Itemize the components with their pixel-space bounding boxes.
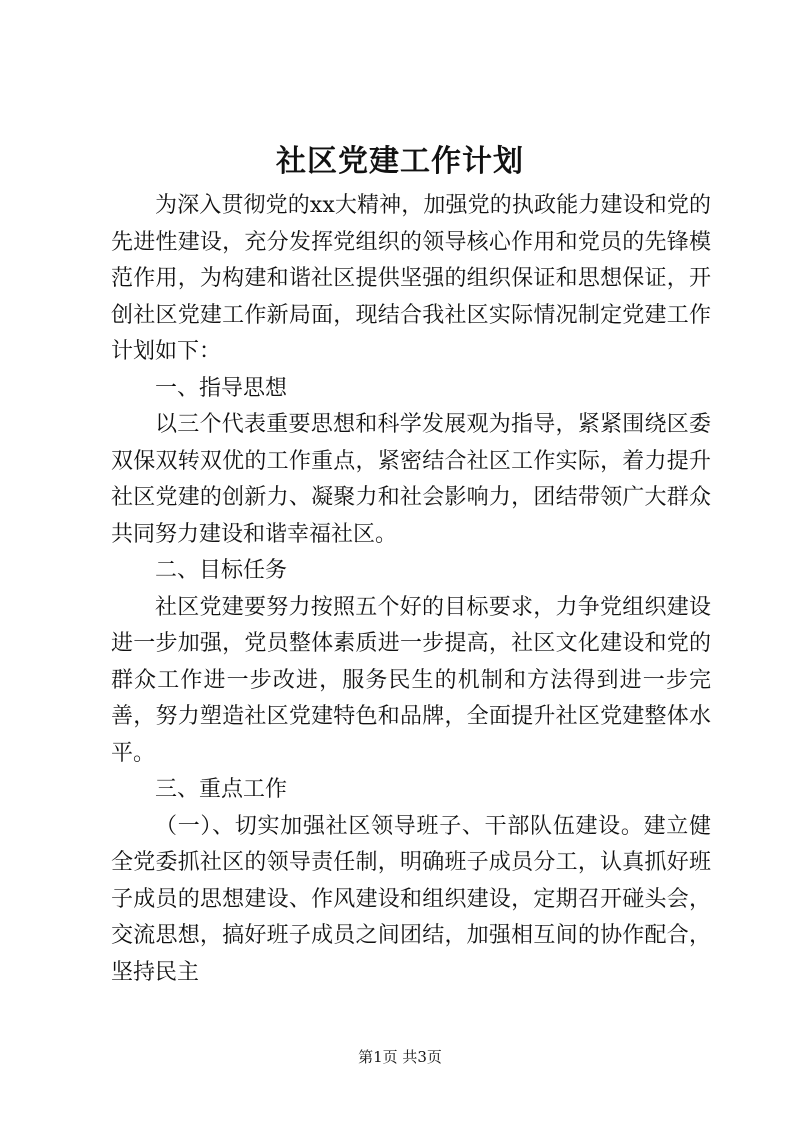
paragraph-goals: 社区党建要努力按照五个好的目标要求，力争党组织建设进一步加强，党员整体素质进一步提高，社区文化建设和党的群众工作进一步改进，服务民生的机制和方法得到进一步完善，努力塑造社区党建特色和品牌，全面提升社区党建整体水平。: [111, 594, 711, 766]
paragraph-intro: 为深入贯彻党的xx大精神，加强党的执政能力建设和党的先进性建设，充分发挥党组织的领导核心作用和党员的先锋模范作用，为构建和谐社区提供坚强的组织保证和思想保证，开创社区党建工作新局面，现结合我社区实际情况制定党建工作计划如下：: [111, 193, 711, 364]
heading-guiding-ideology: 一、指导思想: [155, 375, 288, 401]
heading-key-work: 三、重点工作: [155, 777, 288, 802]
heading-goals: 二、目标任务: [155, 558, 288, 583]
page-footer: 第1页 共3页: [358, 1048, 442, 1066]
paragraph-guiding-ideology: 以三个代表重要思想和科学发展观为指导，紧紧围绕区委双保双转双优的工作重点，紧密结合社区工作实际，着力提升社区党建的创新力、凝聚力和社会影响力，团结带领广大群众共同努力建设和谐幸福社区。: [111, 412, 711, 547]
document-title: 社区党建工作计划: [276, 144, 524, 179]
document-body: [111, 188, 711, 991]
paragraph-key-work-1: （一）、切实加强社区领导班子、干部队伍建设。建立健全党委抓社区的领导责任制，明确班子成员分工，认真抓好班子成员的思想建设、作风建设和组织建设，定期召开碰头会，交流思想，搞好班子成员之间团结，加强相互间的协作配合，坚持民主: [111, 813, 711, 985]
